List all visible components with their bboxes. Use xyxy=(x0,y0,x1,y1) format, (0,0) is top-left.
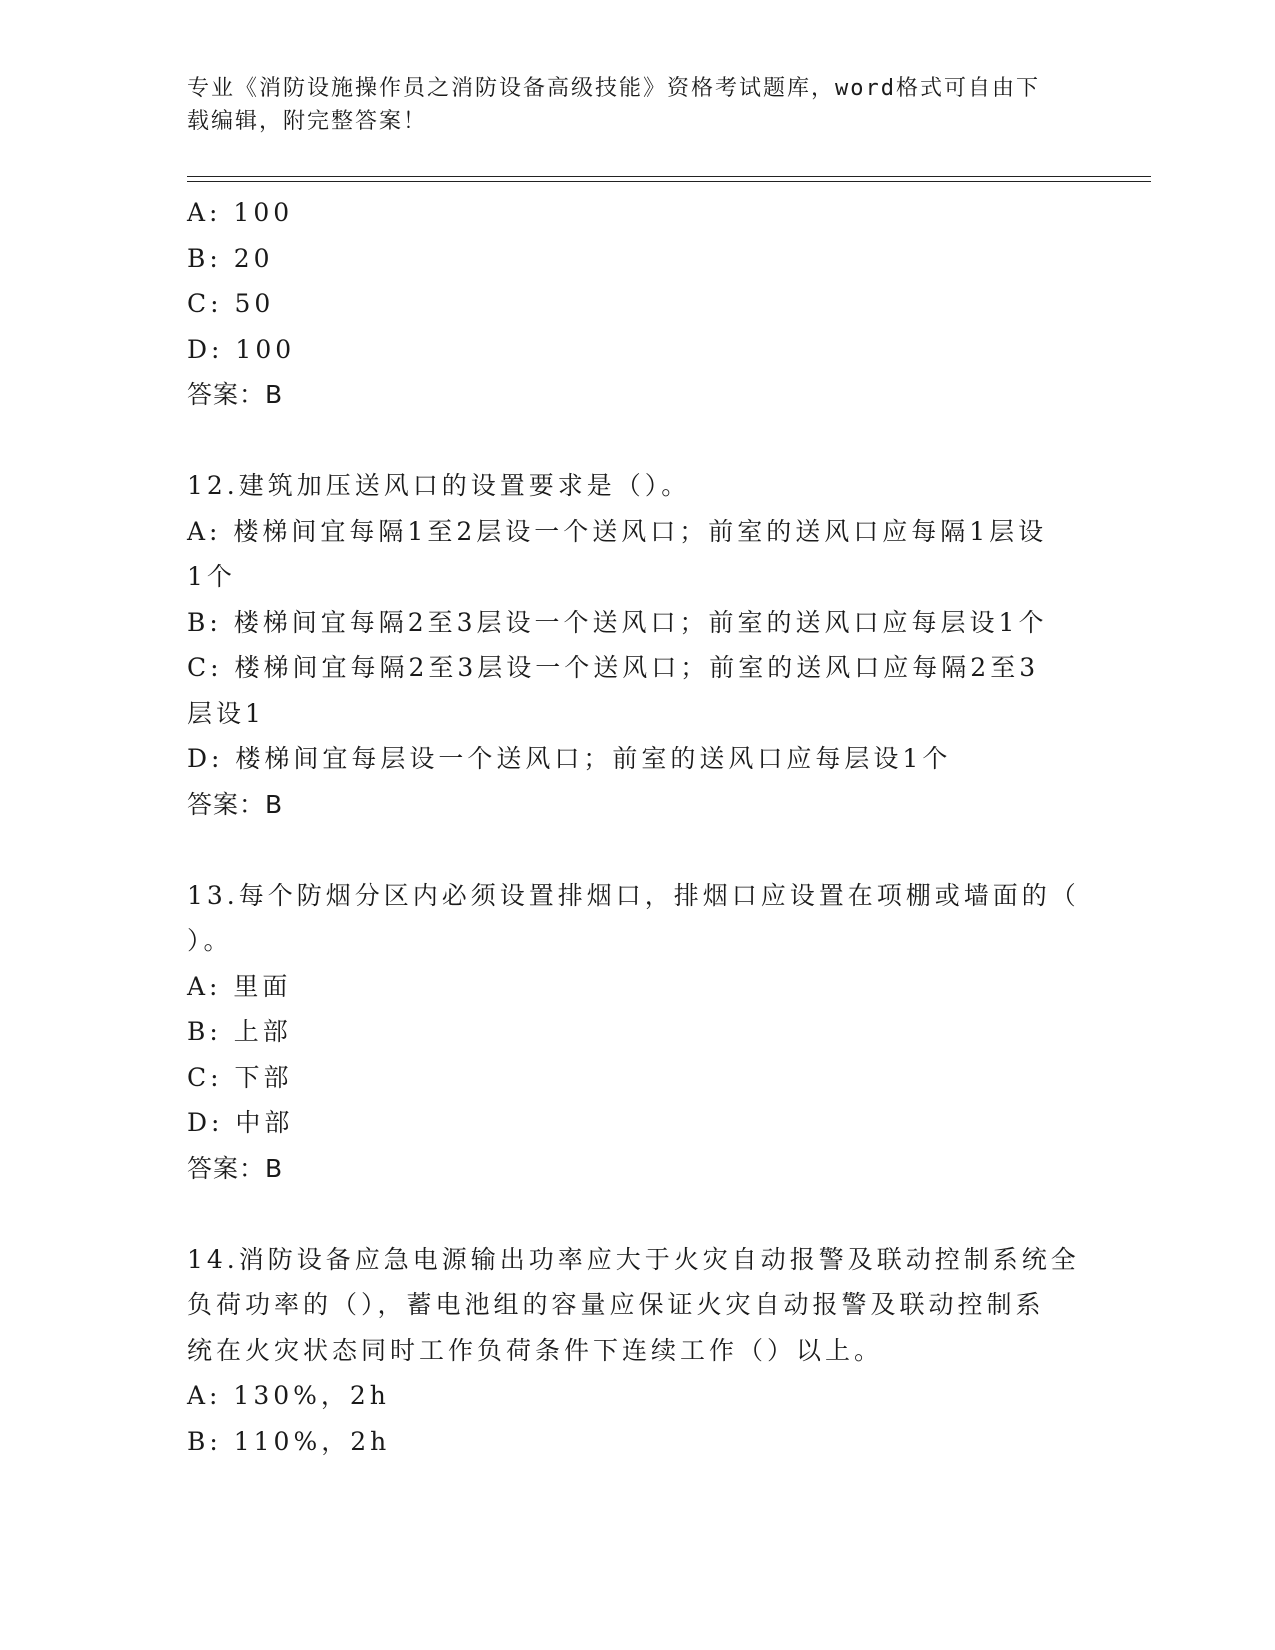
q12-option-a: A: 楼梯间宜每隔1至2层设一个送风口；前室的送风口应每隔1层设 xyxy=(187,516,1048,546)
document-header xyxy=(187,72,1067,138)
header-divider-top xyxy=(187,176,1151,177)
question-14-block xyxy=(187,1237,1087,1465)
q13-option-d: D: 中部 xyxy=(187,1108,294,1137)
q12-option-c: C: 楼梯间宜每隔2至3层设一个送风口；前室的送风口应每隔2至3 xyxy=(187,653,1040,682)
q11-option-b: B: 20 xyxy=(187,243,274,273)
q13-answer: 答案：B xyxy=(187,1153,284,1183)
header-line-1: 专业《消防设施操作员之消防设备高级技能》资格考试题库，word格式可自由下 xyxy=(187,76,1040,101)
q12-option-c-cont: 层设1 xyxy=(187,698,265,728)
header-divider-bottom xyxy=(187,181,1151,182)
q12-answer: 答案：B xyxy=(187,789,284,819)
q14-stem: 14.消防设备应急电源输出功率应大于火灾自动报警及联动控制系统全 xyxy=(187,1244,1080,1274)
q11-answer: 答案：B xyxy=(187,380,284,409)
q13-stem-cont: ）。 xyxy=(187,926,233,955)
q13-stem: 13.每个防烟分区内必须设置排烟口，排烟口应设置在项棚或墙面的（ xyxy=(187,880,1080,910)
q11-option-c: C: 50 xyxy=(187,289,275,318)
q14-option-a: A: 130%，2h xyxy=(187,1381,390,1410)
q11-option-d: D: 100 xyxy=(187,334,296,364)
q12-option-a-cont: 1个 xyxy=(187,562,236,591)
q11-option-a: A: 100 xyxy=(187,198,294,227)
q14-stem-cont-1: 负荷功率的（），蓄电池组的容量应保证火灾自动报警及联动控制系 xyxy=(187,1290,1045,1319)
question-11-block xyxy=(187,190,1087,418)
question-list xyxy=(187,190,1087,1464)
question-12-block xyxy=(187,463,1087,827)
q13-option-b: B: 上部 xyxy=(187,1017,292,1046)
q13-option-a: A: 里面 xyxy=(187,971,292,1001)
q13-option-c: C: 下部 xyxy=(187,1062,293,1092)
q12-option-b: B: 楼梯间宜每隔2至3层设一个送风口；前室的送风口应每层设1个 xyxy=(187,607,1048,637)
q12-option-d: D: 楼梯间宜每层设一个送风口；前室的送风口应每层设1个 xyxy=(187,744,952,773)
spacer xyxy=(187,418,1087,464)
question-13-block xyxy=(187,873,1087,1192)
spacer xyxy=(187,1191,1087,1237)
q14-option-b: B: 110%，2h xyxy=(187,1426,391,1456)
q12-stem: 12.建筑加压送风口的设置要求是（）。 xyxy=(187,471,691,500)
header-line-2: 载编辑，附完整答案！ xyxy=(187,109,428,134)
q14-stem-cont-2: 统在火灾状态同时工作负荷条件下连续工作（）以上。 xyxy=(187,1335,884,1365)
spacer xyxy=(187,827,1087,873)
